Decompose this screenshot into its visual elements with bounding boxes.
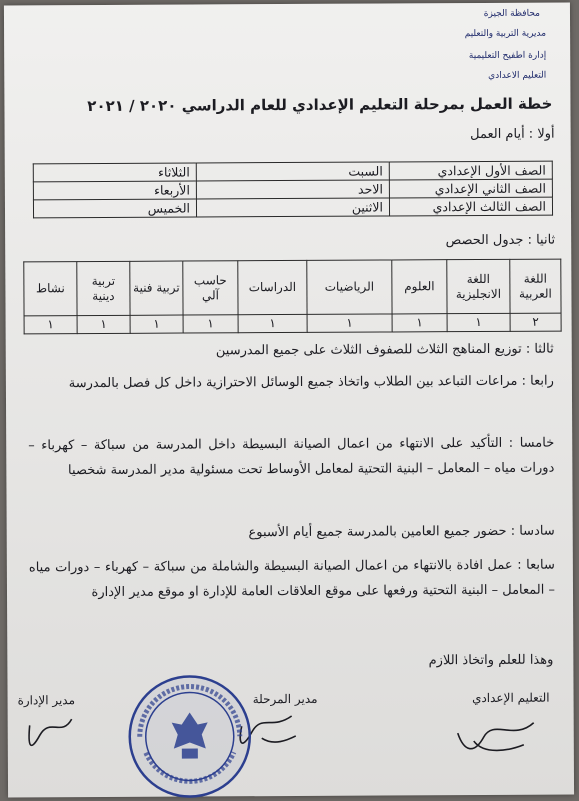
day-cell: الثلاثاء [33,163,196,182]
day-cell: الخميس [33,199,196,218]
page-title: خطة العمل بمرحلة التعليم الإعدادي للعام الدراسي ٢٠٢٠ / ٢٠٢١ [87,94,553,116]
subject-cell: تربية دينية [77,261,130,315]
closing-text: وهذا للعلم واتخاذ اللازم [428,652,554,669]
section1-heading: أولا : أيام العمل [470,126,555,143]
subject-cell: نشاط [24,262,77,316]
table-row [24,259,561,316]
section4-text: رابعا : مراعات التباعد بين الطلاب واتخاذ جميع الوسائل الاحترازية داخل كل فصل بالمدرسة [68,373,554,392]
header-directorate: مديرية التربية والتعليم [464,28,547,40]
official-stamp [125,672,254,801]
day-cell: السبت [196,162,389,181]
subject-cell: الرياضيات [307,260,392,314]
signature-label-stage-director: مدير المرحلة [252,691,318,707]
handwritten-signature-right [454,711,544,761]
subject-cell: العلوم [392,260,447,314]
section7-text: سابعا : عمل افادة بالانتهاء من اعمال الصيانة البسيطة والشاملة من سباكة – كهرباء – دورات مياه – المعامل – البنية التحتية ورفعها على موقع العلاقات العامة للإدارة او موقع مدير الإدارة [28,557,556,601]
grade-cell: الصف الثالث الإعدادي [389,197,552,216]
period-cell: ١ [183,315,238,333]
section6-text: سادسا : حضور جميع العامين بالمدرسة جميع أيام الأسبوع [248,523,555,541]
period-cell: ١ [24,316,77,334]
period-cell: ٢ [510,313,561,331]
period-cell: ١ [238,314,307,332]
section5-text: خامسا : التأكيد على الانتهاء من اعمال الصيانة البسيطة داخل المدرسة من سباكة – كهرباء – دورات مياه – المعامل – البنية التحتية لمعامل الأوساط تحت مسئولية مدير المدرسة شخصيا [28,435,555,479]
period-cell: ١ [392,314,447,332]
day-cell: الاحد [196,180,389,199]
signature-label-admin-director: مدير الإدارة [17,693,76,708]
table-row [33,197,552,218]
day-cell: الأربعاء [33,181,196,200]
period-cell: ١ [77,315,130,333]
header-administration: إدارة اطفيح التعليمية [468,50,547,62]
day-cell: الاثنين [196,198,389,217]
signature-label-prep-education: التعليم الإعدادي [472,690,550,706]
subject-cell: اللغة العربية [510,259,561,313]
table-row [24,313,561,334]
header-department: التعليم الاعدادي [488,70,547,81]
grade-cell: الصف الأول الإعدادي [389,161,552,180]
period-cell: ١ [130,315,183,333]
subject-cell: تربية فنية [130,261,183,315]
document-page [4,3,574,798]
subject-cell: اللغة الانجليزية [447,259,510,313]
header-governorate: محافظة الجيزة [483,8,541,19]
subject-cell: حاسب آلي [183,261,238,315]
work-days-table [33,161,553,219]
subject-cell: الدراسات [238,260,307,314]
period-cell: ١ [447,313,510,331]
section3-text: ثالثا : توزيع المناهج الثلاث للصفوف الثلاث على جميع المدرسين [215,341,554,359]
section2-heading: ثانيا : جدول الحصص [445,232,556,249]
period-cell: ١ [307,314,392,332]
grade-cell: الصف الثاني الإعدادي [389,179,552,198]
periods-table [23,259,561,335]
handwritten-signature-left [22,711,82,751]
